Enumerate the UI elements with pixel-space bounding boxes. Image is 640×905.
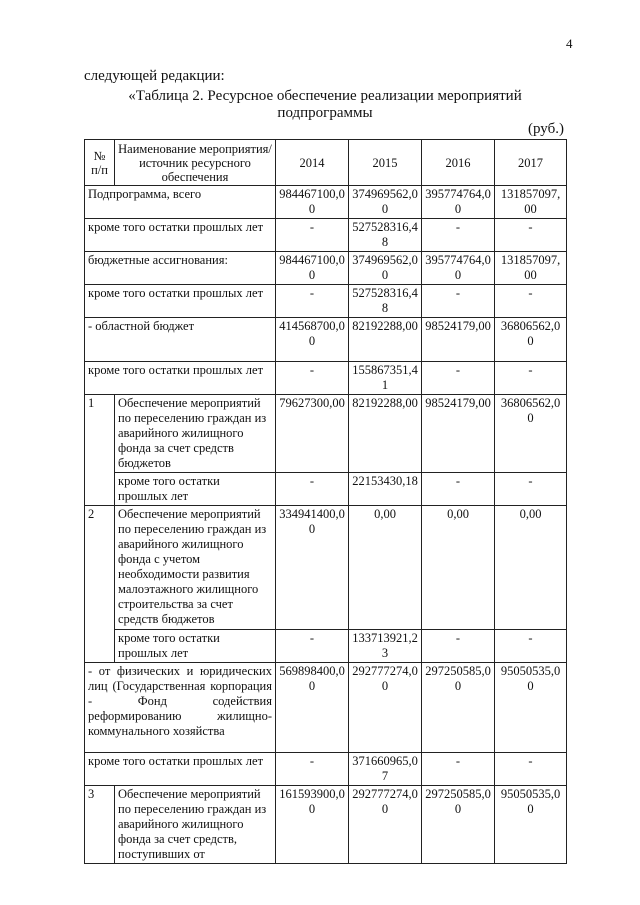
table-row [85, 285, 567, 318]
table-row [85, 362, 567, 395]
table-row [85, 786, 567, 864]
table-row [85, 252, 567, 285]
table-header-row [85, 140, 567, 186]
cell-value: 131857097,00 [495, 186, 567, 219]
cell-value: 527528316,48 [349, 285, 422, 318]
row-label: Подпрограмма, всего [85, 186, 276, 219]
cell-value: - [495, 219, 567, 252]
cell-value: 79627300,00 [276, 395, 349, 473]
row-label: кроме того остатки прошлых лет [85, 285, 276, 318]
cell-value: - [276, 362, 349, 395]
cell-value: 98524179,00 [422, 395, 495, 473]
cell-value: 334941400,00 [276, 506, 349, 630]
cell-value: 82192288,00 [349, 318, 422, 362]
row-label: кроме того остатки прошлых лет [85, 753, 276, 786]
cell-value: 0,00 [495, 506, 567, 630]
row-label: Обеспечение мероприятий по переселению граждан из аварийного жилищного фонда за счет средств, поступивших от [115, 786, 276, 864]
table-row [85, 186, 567, 219]
cell-value: 374969562,00 [349, 252, 422, 285]
cell-value: 161593900,00 [276, 786, 349, 864]
cell-value: 36806562,00 [495, 395, 567, 473]
cell-value: 297250585,00 [422, 663, 495, 753]
cell-value: 395774764,00 [422, 252, 495, 285]
header-num: № п/п [85, 140, 115, 186]
cell-value: - [422, 362, 495, 395]
cell-value: 527528316,48 [349, 219, 422, 252]
page-number: 4 [566, 36, 573, 51]
cell-value: 0,00 [349, 506, 422, 630]
cell-value: - [276, 219, 349, 252]
unit-label: (руб.) [528, 121, 564, 137]
table-row [85, 318, 567, 362]
row-label: кроме того остатки прошлых лет [115, 630, 276, 663]
cell-value: - [422, 630, 495, 663]
cell-value: 984467100,00 [276, 186, 349, 219]
table-row [85, 753, 567, 786]
header-name: Наименование мероприятия/источник ресурсного обеспечения [115, 140, 276, 186]
cell-value: 36806562,00 [495, 318, 567, 362]
table-row [85, 506, 567, 630]
table-row [85, 395, 567, 473]
cell-value: - [495, 473, 567, 506]
cell-value: 297250585,00 [422, 786, 495, 864]
row-label: - областной бюджет [85, 318, 276, 362]
row-label: Обеспечение мероприятий по переселению граждан из аварийного жилищного фонда за счет средств бюджетов [115, 395, 276, 473]
table-row [85, 473, 567, 506]
table-row [85, 663, 567, 753]
cell-value: - [422, 219, 495, 252]
cell-value: 292777274,00 [349, 786, 422, 864]
header-year: 2015 [349, 140, 422, 186]
cell-value: - [495, 362, 567, 395]
table-row [85, 219, 567, 252]
cell-value: 95050535,00 [495, 786, 567, 864]
header-year: 2014 [276, 140, 349, 186]
resource-table [84, 139, 567, 864]
row-number: 2 [85, 506, 115, 663]
header-year: 2017 [495, 140, 567, 186]
cell-value: - [422, 473, 495, 506]
cell-value: 131857097,00 [495, 252, 567, 285]
cell-value: - [276, 285, 349, 318]
cell-value: - [495, 285, 567, 318]
cell-value: - [276, 753, 349, 786]
cell-value: 374969562,00 [349, 186, 422, 219]
intro-text: следующей редакции: [84, 68, 225, 84]
row-label: кроме того остатки прошлых лет [85, 362, 276, 395]
cell-value: 292777274,00 [349, 663, 422, 753]
row-label: Обеспечение мероприятий по переселению граждан из аварийного жилищного фонда с учетом необходимости развития малоэтажного жилищного строительства за счет средств бюджетов [115, 506, 276, 630]
cell-value: 0,00 [422, 506, 495, 630]
cell-value: 414568700,00 [276, 318, 349, 362]
cell-value: 82192288,00 [349, 395, 422, 473]
table-title: «Таблица 2. Ресурсное обеспечение реализации мероприятий подпрограммы [128, 88, 522, 121]
row-number: 3 [85, 786, 115, 864]
cell-value: 98524179,00 [422, 318, 495, 362]
cell-value: - [276, 630, 349, 663]
cell-value: 95050535,00 [495, 663, 567, 753]
cell-value: 371660965,07 [349, 753, 422, 786]
row-label: - от физических и юридических лиц (Государственная корпорация - Фонд содействия реформированию жилищно-коммунального хозяйства [85, 663, 276, 753]
row-label: кроме того остатки прошлых лет [115, 473, 276, 506]
table-row [85, 630, 567, 663]
cell-value: 133713921,23 [349, 630, 422, 663]
cell-value: - [276, 473, 349, 506]
cell-value: 155867351,41 [349, 362, 422, 395]
cell-value: 395774764,00 [422, 186, 495, 219]
cell-value: 984467100,00 [276, 252, 349, 285]
cell-value: - [495, 753, 567, 786]
cell-value: 22153430,18 [349, 473, 422, 506]
cell-value: - [422, 753, 495, 786]
row-label: кроме того остатки прошлых лет [85, 219, 276, 252]
row-label: бюджетные ассигнования: [85, 252, 276, 285]
cell-value: 569898400,00 [276, 663, 349, 753]
header-year: 2016 [422, 140, 495, 186]
cell-value: - [422, 285, 495, 318]
cell-value: - [495, 630, 567, 663]
row-number: 1 [85, 395, 115, 506]
